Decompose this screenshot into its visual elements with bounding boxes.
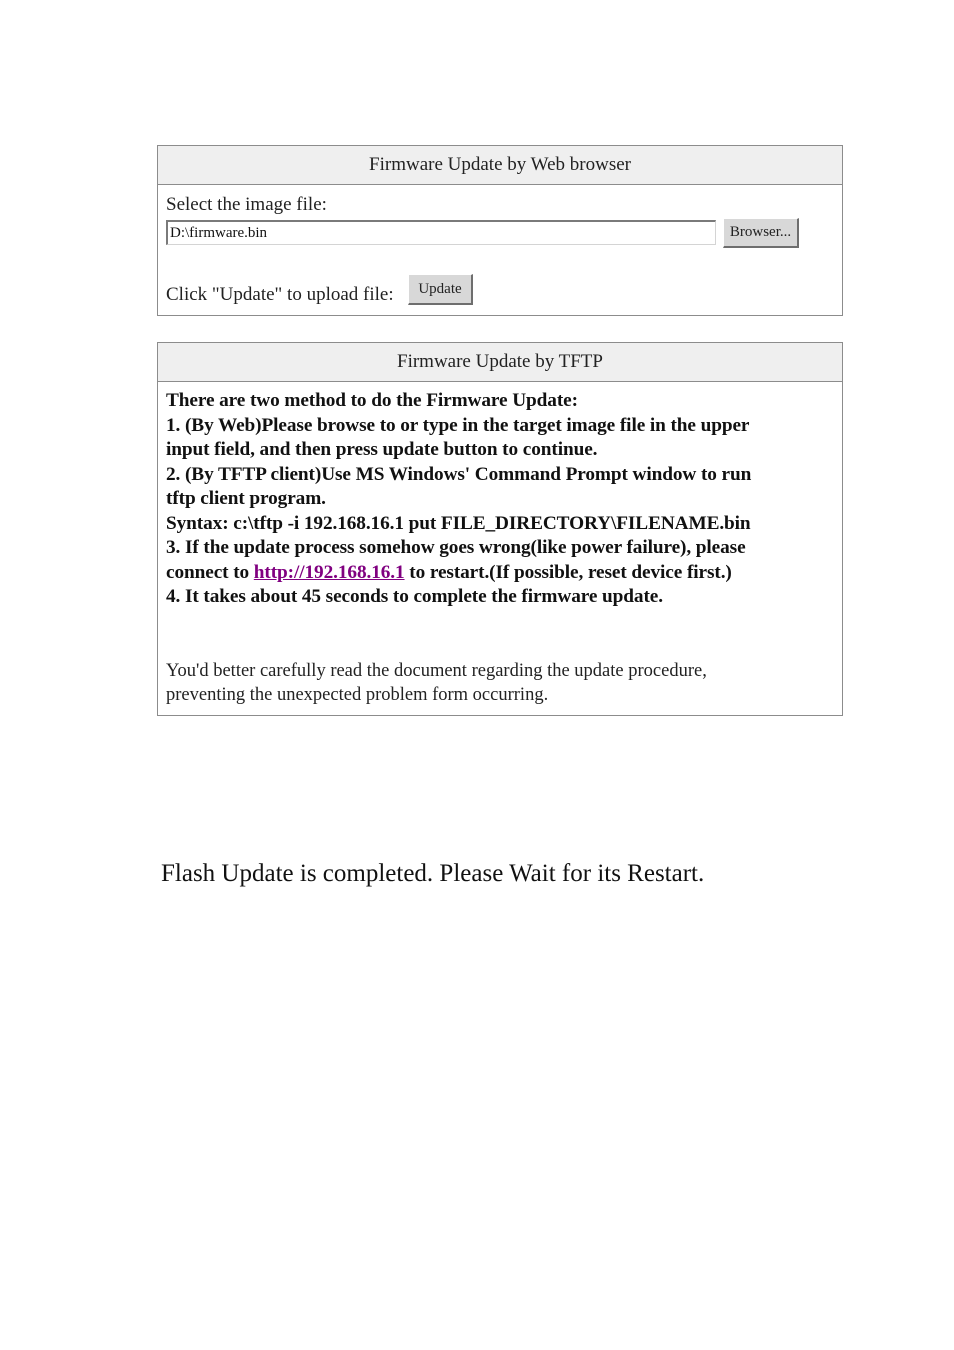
- browse-button[interactable]: Browser...: [723, 218, 799, 248]
- web-update-panel-title: Firmware Update by Web browser: [158, 146, 842, 185]
- tftp-step4-text: 4. It takes about 45 seconds to complete the firmware update.: [166, 586, 663, 607]
- tftp-note-line1: You'd better carefully read the document regarding the update procedure,: [166, 660, 707, 681]
- tftp-instructions: [158, 382, 842, 708]
- image-file-input[interactable]: [166, 220, 716, 245]
- tftp-step3-line2: [166, 561, 834, 586]
- tftp-update-panel-title: Firmware Update by TFTP: [158, 343, 842, 382]
- tftp-step1-line2: input field, and then press update button to continue.: [166, 439, 598, 460]
- flash-update-status-message: Flash Update is completed. Please Wait for its Restart.: [161, 860, 705, 887]
- device-restart-link[interactable]: http://192.168.16.1: [253, 561, 405, 583]
- web-update-panel-body: [158, 185, 842, 315]
- upload-instruction-label: Click "Update" to upload file:: [166, 284, 394, 305]
- update-button[interactable]: Update: [408, 274, 473, 305]
- tftp-step3-prefix: connect to: [166, 561, 254, 583]
- tftp-step2-line1: 2. (By TFTP client)Use MS Windows' Command Prompt window to run: [166, 463, 752, 485]
- web-update-panel: [157, 145, 843, 316]
- tftp-note-line2: preventing the unexpected problem form occurring.: [166, 685, 549, 705]
- tftp-step1-line1: 1. (By Web)Please browse to or type in the target image file in the upper: [166, 414, 750, 436]
- tftp-syntax-text: Syntax: c:\tftp -i 192.168.16.1 put FILE_DIRECTORY\FILENAME.bin: [166, 512, 751, 534]
- tftp-update-panel: [157, 342, 843, 716]
- tftp-step2-line2: tftp client program.: [166, 488, 326, 509]
- select-image-label: Select the image file:: [166, 194, 327, 215]
- tftp-step3-suffix: to restart.(If possible, reset device first.): [404, 561, 732, 583]
- tftp-step3-line1: 3. If the update process somehow goes wrong(like power failure), please: [166, 537, 746, 558]
- tftp-intro-text: There are two method to do the Firmware Update:: [166, 390, 578, 411]
- tftp-warning-note: [166, 659, 834, 708]
